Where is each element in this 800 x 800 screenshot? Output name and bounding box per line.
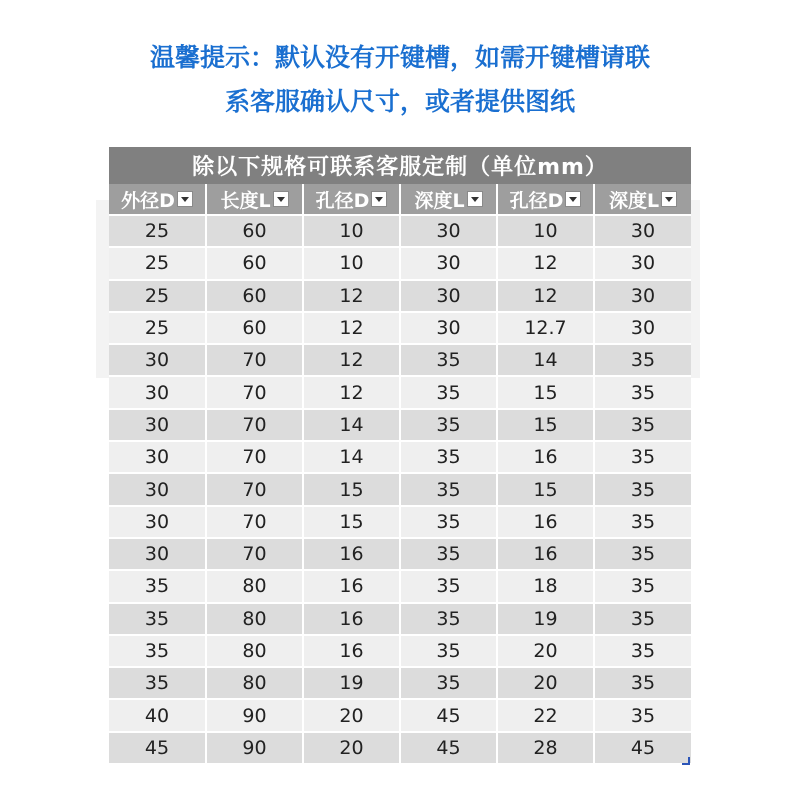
table-cell: 16 (303, 603, 400, 635)
table-cell: 10 (303, 247, 400, 279)
table-cell: 90 (206, 699, 303, 731)
dropdown-filter-icon[interactable] (177, 191, 193, 207)
table-cell: 15 (303, 506, 400, 538)
column-header-label: 长度L (220, 189, 271, 212)
table-cell: 12 (497, 280, 594, 312)
table-cell: 60 (206, 280, 303, 312)
table-cell: 19 (497, 603, 594, 635)
table-row (109, 376, 691, 408)
table-caption: 除以下规格可联系客服定制（单位mm） (109, 147, 691, 184)
notice-line-2: 系客服确认尺寸，或者提供图纸 (224, 87, 575, 116)
table-cell: 70 (206, 538, 303, 570)
table-cell: 35 (109, 635, 206, 667)
table-cell: 20 (303, 699, 400, 731)
table-cell: 45 (594, 732, 691, 763)
table-cell: 30 (400, 280, 497, 312)
table-cell: 20 (303, 732, 400, 763)
table-cell: 80 (206, 667, 303, 699)
table-cell: 12 (497, 247, 594, 279)
table-cell: 35 (400, 506, 497, 538)
table-cell: 16 (497, 441, 594, 473)
dropdown-filter-icon[interactable] (661, 191, 677, 207)
table-cell: 30 (109, 344, 206, 376)
table-cell: 60 (206, 247, 303, 279)
table-caption-row (109, 147, 691, 184)
table-cell: 35 (400, 409, 497, 441)
table-cell: 10 (497, 215, 594, 247)
table-cell: 20 (497, 635, 594, 667)
spec-table-container (109, 147, 691, 763)
column-header (109, 184, 206, 215)
table-cell: 30 (400, 312, 497, 344)
table-cell: 30 (109, 441, 206, 473)
table-cell: 25 (109, 247, 206, 279)
table-cell: 12.7 (497, 312, 594, 344)
table-row (109, 635, 691, 667)
table-header-row (109, 184, 691, 215)
table-cell: 35 (594, 409, 691, 441)
table-cell: 20 (497, 667, 594, 699)
table-cell: 18 (497, 570, 594, 602)
table-cell: 60 (206, 312, 303, 344)
table-cell: 35 (594, 603, 691, 635)
column-header (206, 184, 303, 215)
table-cell: 80 (206, 570, 303, 602)
table-cell: 35 (594, 667, 691, 699)
table-cell: 35 (400, 603, 497, 635)
table-body (109, 215, 691, 763)
table-cell: 45 (109, 732, 206, 763)
table-cell: 70 (206, 376, 303, 408)
table-cell: 30 (400, 215, 497, 247)
table-cell: 16 (497, 506, 594, 538)
table-cell: 22 (497, 699, 594, 731)
table-cell: 14 (303, 441, 400, 473)
table-cell: 15 (497, 376, 594, 408)
column-header-label: 孔径D (509, 189, 564, 212)
table-row (109, 312, 691, 344)
table-cell: 35 (400, 538, 497, 570)
table-row (109, 699, 691, 731)
table-row (109, 215, 691, 247)
table-cell: 35 (400, 667, 497, 699)
dropdown-filter-icon[interactable] (371, 191, 387, 207)
table-row (109, 473, 691, 505)
table-cell: 35 (594, 506, 691, 538)
table-cell: 25 (109, 280, 206, 312)
table-cell: 15 (497, 473, 594, 505)
table-cell: 15 (303, 473, 400, 505)
dropdown-filter-icon[interactable] (273, 191, 289, 207)
table-cell: 16 (497, 538, 594, 570)
notice (0, 36, 800, 124)
table-cell: 16 (303, 635, 400, 667)
table-cell: 35 (109, 667, 206, 699)
table-cell: 70 (206, 344, 303, 376)
table-cell: 14 (303, 409, 400, 441)
table-cell: 35 (400, 635, 497, 667)
table-row (109, 570, 691, 602)
table-cell: 40 (109, 699, 206, 731)
table-row (109, 667, 691, 699)
table-cell: 30 (109, 473, 206, 505)
table-cell: 35 (594, 570, 691, 602)
table-row (109, 409, 691, 441)
table-cell: 35 (594, 538, 691, 570)
table-cell: 30 (109, 506, 206, 538)
table-cell: 12 (303, 344, 400, 376)
column-header (303, 184, 400, 215)
table-cell: 12 (303, 376, 400, 408)
table-cell: 30 (594, 215, 691, 247)
table-cell: 30 (109, 538, 206, 570)
notice-line-1: 温馨提示：默认没有开键槽，如需开键槽请联 (149, 43, 650, 72)
table-cell: 30 (594, 247, 691, 279)
table-cell: 25 (109, 215, 206, 247)
column-header-label: 深度L (414, 189, 465, 212)
table-row (109, 280, 691, 312)
table-cell: 16 (303, 538, 400, 570)
table-cell: 35 (594, 635, 691, 667)
table-cell: 16 (303, 570, 400, 602)
table-cell: 30 (594, 312, 691, 344)
column-header (400, 184, 497, 215)
table-cell: 35 (400, 473, 497, 505)
table-row (109, 538, 691, 570)
table-cell: 80 (206, 603, 303, 635)
table-cell: 12 (303, 280, 400, 312)
table-row (109, 603, 691, 635)
table-row (109, 247, 691, 279)
table-cell: 35 (594, 376, 691, 408)
table-cell: 19 (303, 667, 400, 699)
column-header (594, 184, 691, 215)
table-cell: 35 (400, 376, 497, 408)
table-cell: 14 (497, 344, 594, 376)
table-cell: 30 (594, 280, 691, 312)
table-row (109, 732, 691, 763)
table-cell: 35 (400, 344, 497, 376)
resize-corner-icon[interactable] (682, 757, 690, 765)
table-cell: 35 (594, 699, 691, 731)
table-cell: 90 (206, 732, 303, 763)
table-row (109, 506, 691, 538)
table-cell: 35 (594, 473, 691, 505)
column-header-label: 孔径D (315, 189, 370, 212)
table-cell: 12 (303, 312, 400, 344)
table-cell: 30 (109, 376, 206, 408)
table-cell: 60 (206, 215, 303, 247)
table-cell: 10 (303, 215, 400, 247)
table-row (109, 441, 691, 473)
table-cell: 35 (594, 441, 691, 473)
table-cell: 35 (109, 570, 206, 602)
table-cell: 80 (206, 635, 303, 667)
table-cell: 35 (594, 344, 691, 376)
table-cell: 28 (497, 732, 594, 763)
table-cell: 45 (400, 732, 497, 763)
table-cell: 15 (497, 409, 594, 441)
table-cell: 35 (109, 603, 206, 635)
table-cell: 45 (400, 699, 497, 731)
dropdown-filter-icon[interactable] (565, 191, 581, 207)
table-cell: 70 (206, 441, 303, 473)
spec-table (109, 147, 691, 763)
table-cell: 35 (400, 441, 497, 473)
table-cell: 30 (109, 409, 206, 441)
table-cell: 25 (109, 312, 206, 344)
table-row (109, 344, 691, 376)
table-cell: 70 (206, 409, 303, 441)
column-header (497, 184, 594, 215)
dropdown-filter-icon[interactable] (467, 191, 483, 207)
column-header-label: 深度L (608, 189, 660, 212)
table-cell: 30 (400, 247, 497, 279)
table-cell: 70 (206, 473, 303, 505)
table-cell: 70 (206, 506, 303, 538)
table-cell: 35 (400, 570, 497, 602)
column-header-label: 外径D (121, 189, 175, 212)
